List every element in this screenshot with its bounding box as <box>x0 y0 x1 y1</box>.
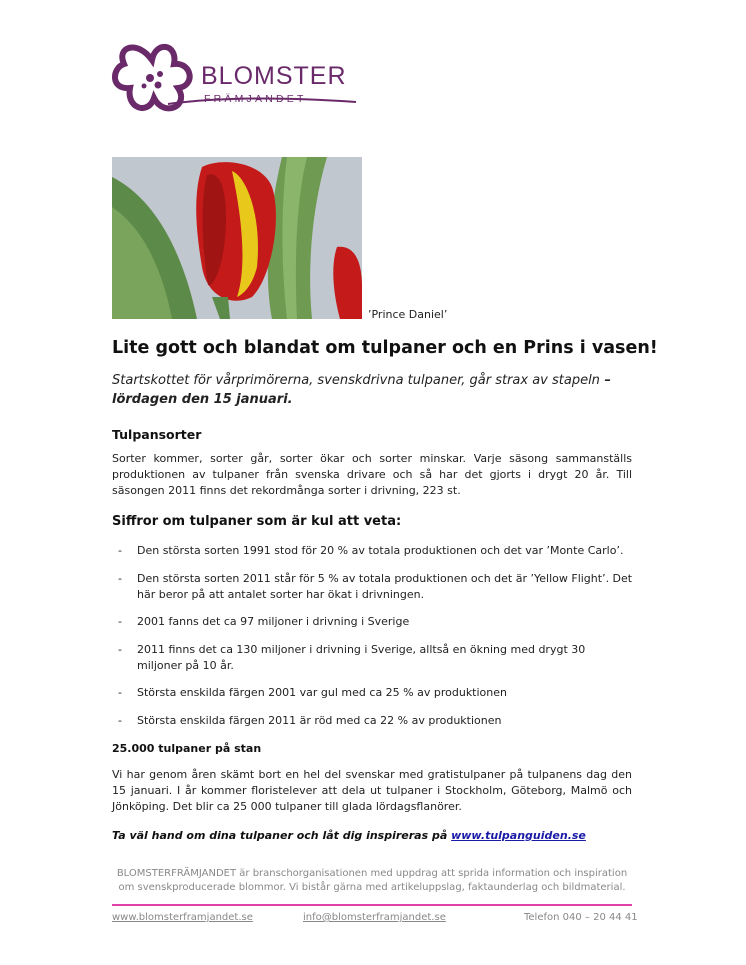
section-body-25000: Vi har genom åren skämt bort en hel del svenskar med gratistulpaner på tulpanens dag den 15 januari. I år kommer floristelever att dela ut tulpaner i Stockholm, Göteborg, Malmö och Jönköping. Det blir ca 25 000 tulpaner till glada lördagsflanörer. <box>112 768 632 813</box>
lead-date: lördagen den 15 januari. <box>112 392 293 407</box>
cta-line <box>112 829 586 842</box>
footer-email-link[interactable]: info@blomsterframjandet.se <box>303 912 446 923</box>
lead-dash: – <box>599 373 611 388</box>
bullet-dash: - <box>118 686 122 699</box>
logo-subtitle: FRÄMJANDET <box>204 93 307 105</box>
tulip-photo <box>112 157 362 319</box>
list-item-text: Största enskilda färgen 2011 är röd med ca 22 % av produktionen <box>137 714 502 727</box>
bullet-dash: - <box>118 643 122 656</box>
section-heading-25000: 25.000 tulpaner på stan <box>112 742 262 755</box>
list-item-text: 2001 fanns det ca 97 miljoner i drivning i Sverige <box>137 615 410 628</box>
bullet-dash: - <box>118 572 122 585</box>
bullet-dash: - <box>118 544 122 557</box>
list-item-text: Största enskilda färgen 2001 var gul med ca 25 % av produktionen <box>137 686 507 699</box>
cta-text: Ta väl hand om dina tulpaner och låt dig inspireras på <box>112 829 452 842</box>
footer-about: BLOMSTERFRÄMJANDET är branschorganisationen med uppdrag att sprida information och inspiration om svenskproducerade blommor. Vi bistår gärna med artikeluppslag, faktaunderlag och bildmaterial. <box>116 868 628 893</box>
list-item <box>118 543 633 559</box>
list-item <box>118 571 633 603</box>
logo-name: BLOMSTER <box>201 62 347 90</box>
list-item <box>118 642 633 674</box>
list-item <box>118 713 633 729</box>
bullet-dash: - <box>118 615 122 628</box>
tulpanguiden-link[interactable]: www.tulpanguiden.se <box>451 829 586 842</box>
list-item <box>118 685 633 701</box>
footer-divider <box>112 904 632 906</box>
list-item-text: Den största sorten 1991 stod för 20 % av totala produktionen och det var ’Monte Carlo’. <box>137 544 624 557</box>
lead-paragraph <box>112 371 637 409</box>
footer-phone: Telefon 040 – 20 44 41 <box>524 912 638 923</box>
list-item <box>118 614 633 630</box>
list-item-text: 2011 finns det ca 130 miljoner i drivning i Sverige, alltså en ökning med drygt 30 miljoner på 10 år. <box>137 643 586 672</box>
photo-caption: ’Prince Daniel’ <box>368 308 448 321</box>
list-item-text: Den största sorten 2011 står för 5 % av totala produktionen och det är ’Yellow Flight’. Det här beror på att antalet sorter har ökat i drivningen. <box>137 572 633 601</box>
page-title: Lite gott och blandat om tulpaner och en Prins i vasen! <box>112 338 658 358</box>
lead-text: Startskottet för vårprimörerna, svenskdrivna tulpaner, går strax av stapeln <box>112 373 600 388</box>
bullet-dash: - <box>118 714 122 727</box>
section-body-tulpansorter: Sorter kommer, sorter går, sorter ökar och sorter minskar. Varje säsong sammanställs produktionen av tulpaner från svenska drivare och så har det gjorts i drygt 20 år. Till säsongen 2011 finns det rekordmånga sorter i drivning, 223 st. <box>112 452 632 497</box>
section-heading-tulpansorter: Tulpansorter <box>112 427 202 442</box>
section-heading-siffror: Siffror om tulpaner som är kul att veta: <box>112 514 402 529</box>
footer-website-link[interactable]: www.blomsterframjandet.se <box>112 912 253 923</box>
